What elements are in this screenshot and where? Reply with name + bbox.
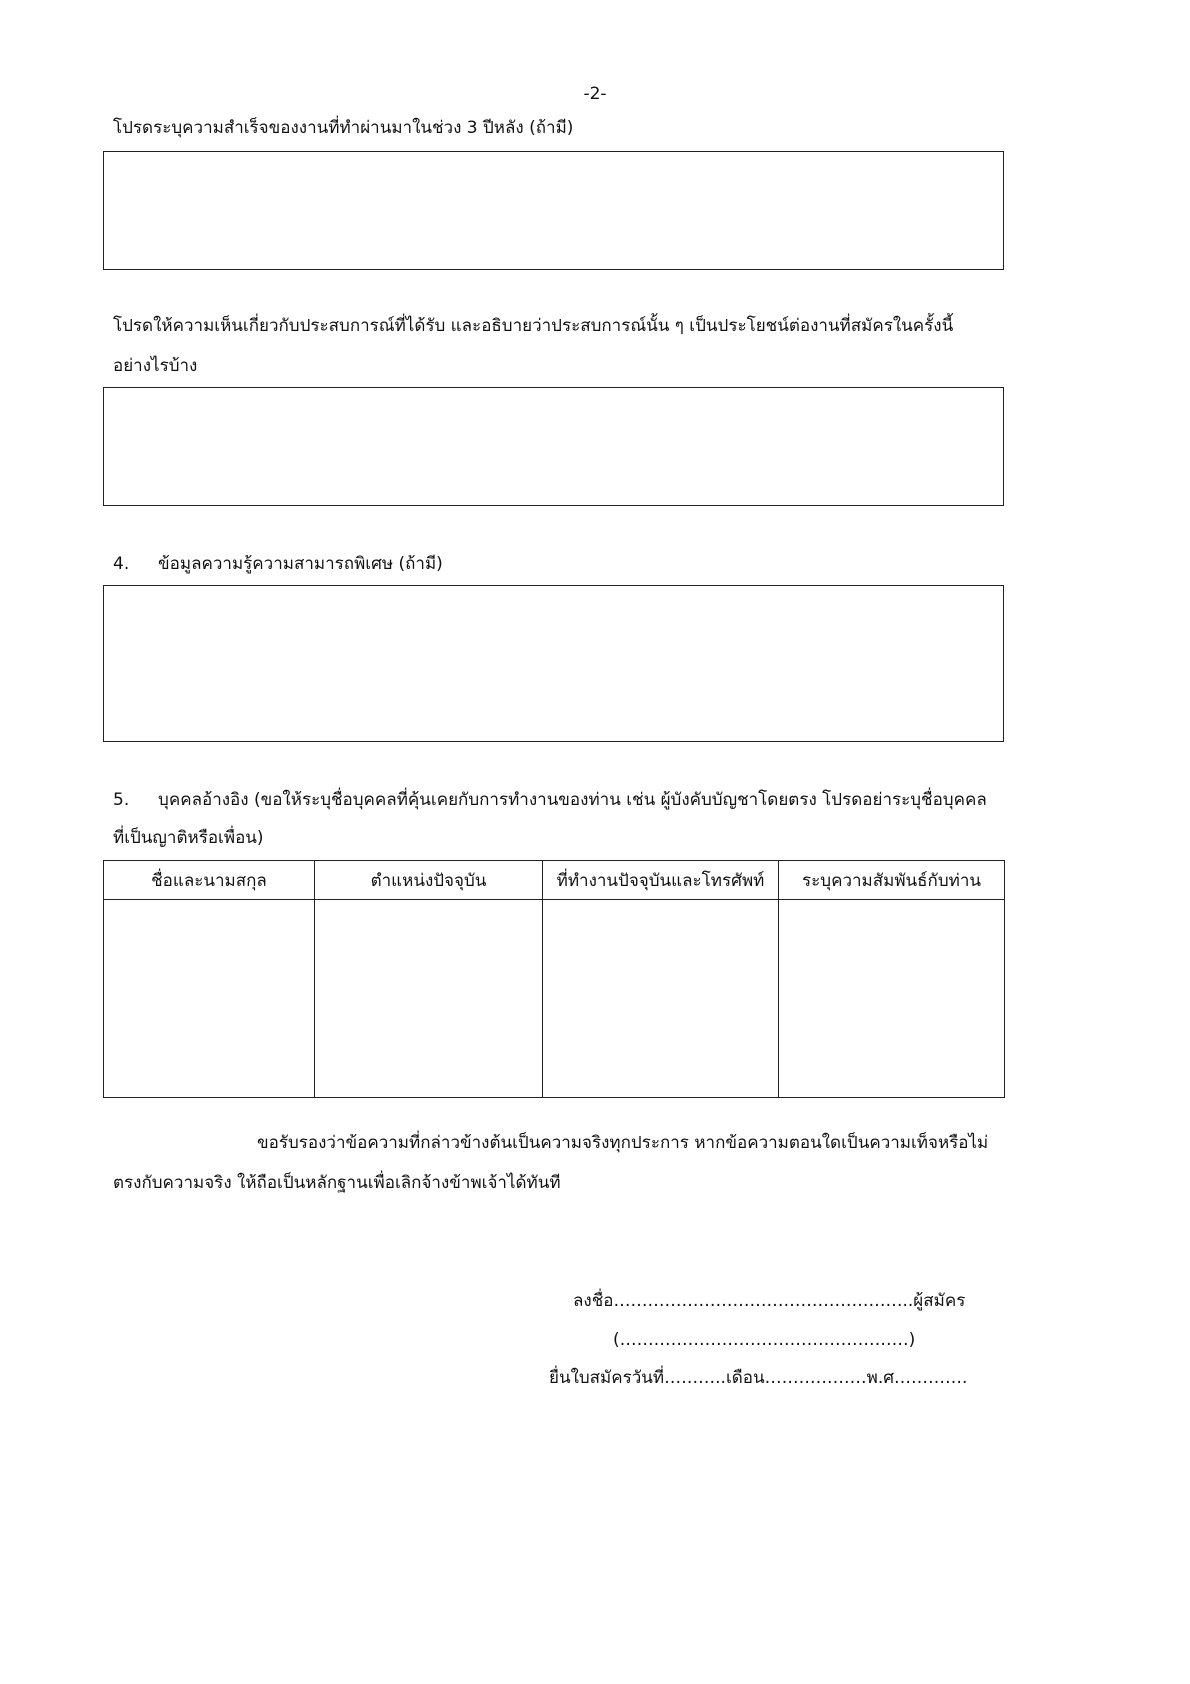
references-title-line2: ที่เป็นญาติหรือเพื่อน) xyxy=(113,828,264,848)
column-header-position: ตำแหน่งปัจจุบัน xyxy=(315,861,543,900)
table-header-row xyxy=(104,861,1005,900)
printed-name-line: (……………………………………………) xyxy=(613,1330,916,1350)
references-heading-line1 xyxy=(113,789,987,811)
column-header-name: ชื่อและนามสกุล xyxy=(104,861,315,900)
special-skills-input-box[interactable] xyxy=(103,585,1004,742)
page-number: -2- xyxy=(583,84,607,104)
certification-line1: ขอรับรองว่าข้อความที่กล่าวข้างต้นเป็นความจริงทุกประการ หากข้อความตอนใดเป็นความเท็จหรือไม่ xyxy=(257,1133,989,1153)
section-number: 4. xyxy=(113,554,130,574)
experience-input-box[interactable] xyxy=(103,387,1004,506)
application-date-line: ยื่นใบสมัครวันที่………..เดือน………………พ.ศ…………. xyxy=(549,1368,968,1388)
achievements-input-box[interactable] xyxy=(103,151,1004,270)
experience-prompt-line1: โปรดให้ความเห็นเกี่ยวกับประสบการณ์ที่ได้รับ และอธิบายว่าประสบการณ์นั้น ๆ เป็นประโยชน์ต่องานที่สมัครในครั้งนี้ xyxy=(113,316,954,336)
reference-position-cell[interactable] xyxy=(315,900,543,1098)
experience-prompt-line2: อย่างไรบ้าง xyxy=(113,356,198,376)
reference-relationship-cell[interactable] xyxy=(779,900,1005,1098)
special-skills-heading xyxy=(113,553,443,575)
column-header-workplace-phone: ที่ทำงานปัจจุบันและโทรศัพท์ xyxy=(543,861,779,900)
table-row xyxy=(104,900,1005,1098)
signature-line: ลงชื่อ……………………………………………..ผู้สมัคร xyxy=(573,1291,966,1311)
reference-name-cell[interactable] xyxy=(104,900,315,1098)
special-skills-title: ข้อมูลความรู้ความสามารถพิเศษ (ถ้ามี) xyxy=(158,554,443,574)
references-table xyxy=(103,860,1005,1098)
column-header-relationship: ระบุความสัมพันธ์กับท่าน xyxy=(779,861,1005,900)
reference-workplace-cell[interactable] xyxy=(543,900,779,1098)
achievements-prompt: โปรดระบุความสำเร็จของงานที่ทำผ่านมาในช่วง 3 ปีหลัง (ถ้ามี) xyxy=(113,118,574,138)
section-number: 5. xyxy=(113,790,130,810)
certification-line2: ตรงกับความจริง ให้ถือเป็นหลักฐานเพื่อเลิกจ้างข้าพเจ้าได้ทันที xyxy=(113,1173,561,1193)
references-title-line1: บุคคลอ้างอิง (ขอให้ระบุชื่อบุคคลที่คุ้นเคยกับการทำงานของท่าน เช่น ผู้บังคับบัญชาโดยตรง โปรดอย่าระบุชื่อบุคคล xyxy=(158,790,987,810)
